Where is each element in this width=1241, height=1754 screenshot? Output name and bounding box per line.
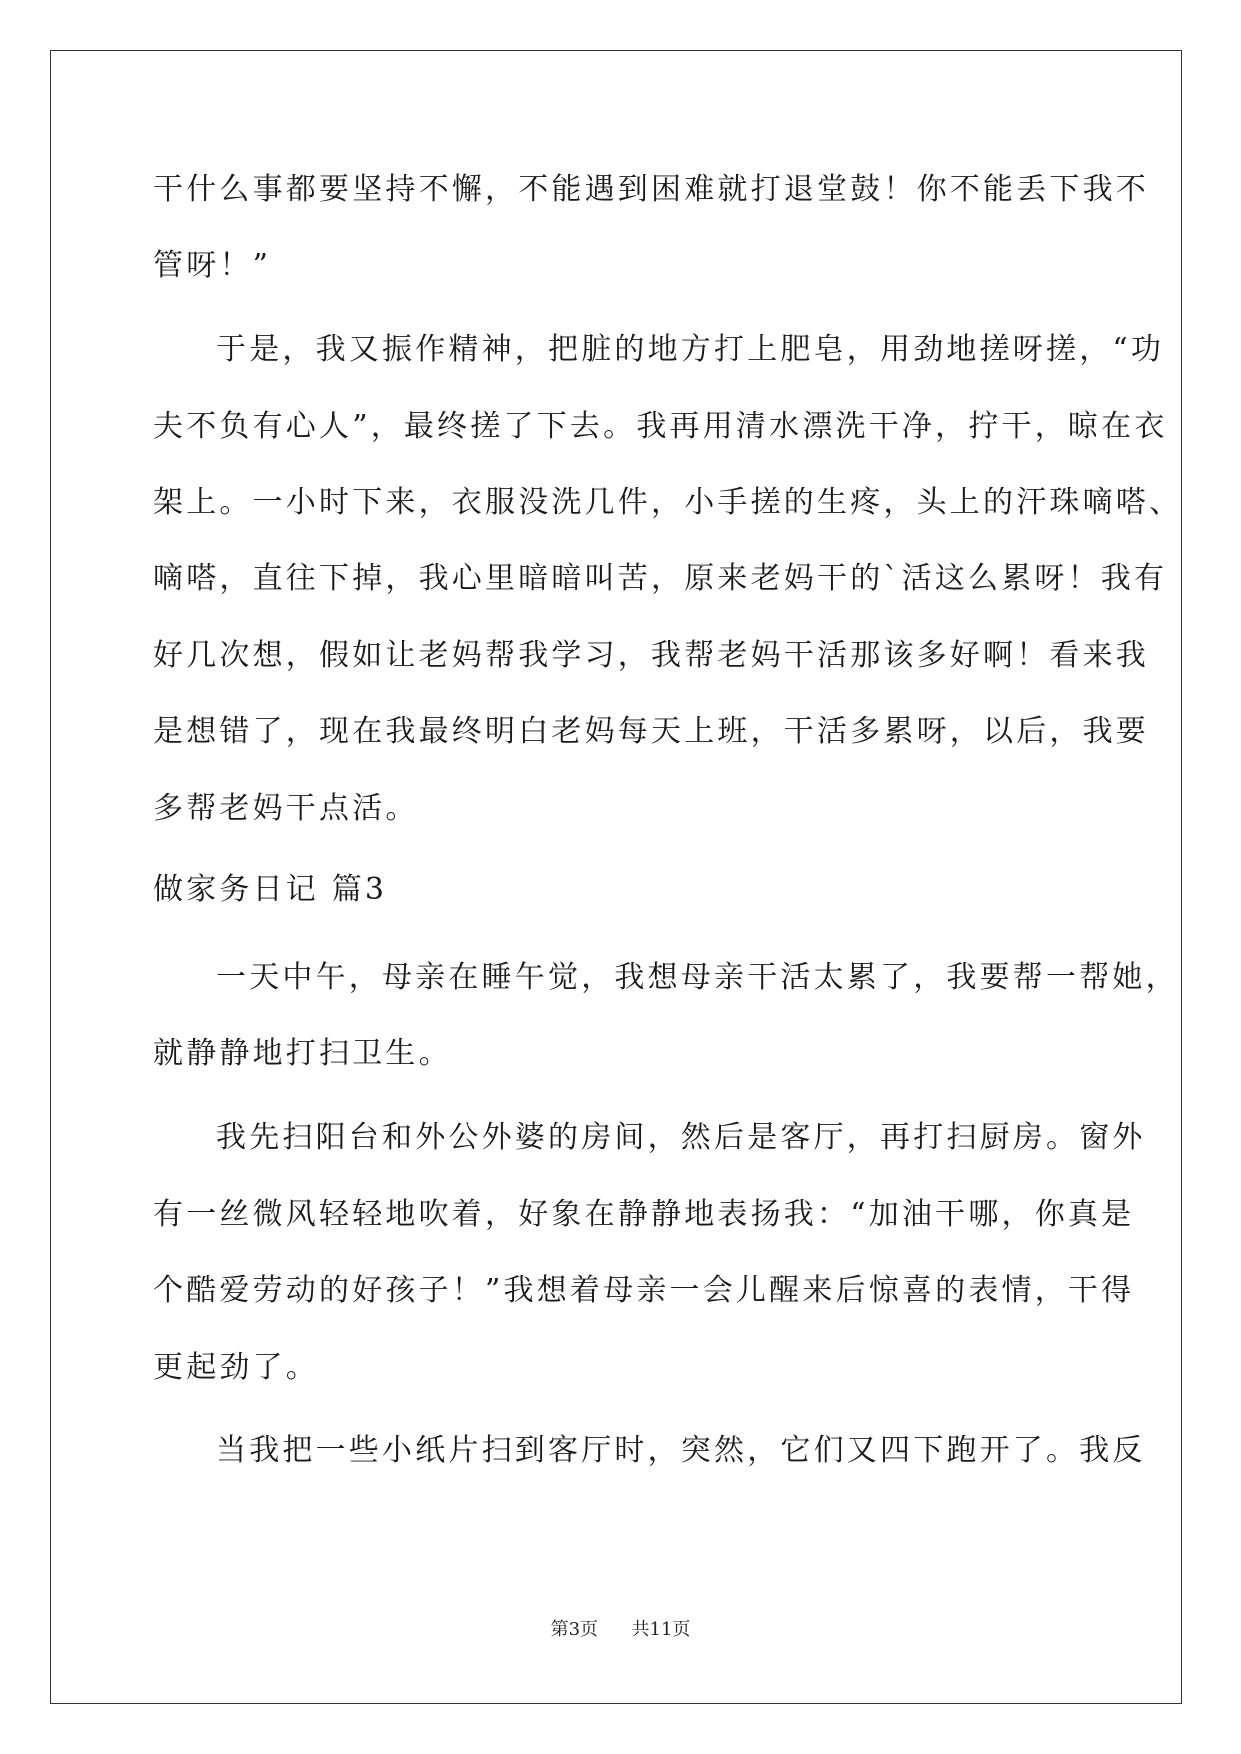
text-line: 夫不负有心人”，最终搓了下去。我再用清水漂洗干净，拧干，晾在衣 bbox=[153, 409, 1168, 444]
text-line: 架上。一小时下来，衣服没洗几件，小手搓的生疼，头上的汗珠嘀嗒、 bbox=[153, 485, 1183, 520]
page-total: 共11页 bbox=[631, 1619, 691, 1640]
text-line: 嘀嗒，直往下掉，我心里暗暗叫苦，原来老妈干的`活这么累呀！我有 bbox=[153, 561, 1168, 596]
paragraph-first-line: 于是，我又振作精神，把脏的地方打上肥皂，用劲地搓呀搓，“功 bbox=[216, 332, 1165, 367]
text-line: 是想错了，现在我最终明白老妈每天上班，干活多累呀，以后，我要 bbox=[153, 714, 1149, 749]
text-line: 干什么事都要坚持不懈，不能遇到困难就打退堂鼓！你不能丢下我不 bbox=[153, 172, 1149, 207]
text-line: 多帮老妈干点活。 bbox=[153, 791, 419, 826]
text-line: 就静静地打扫卫生。 bbox=[153, 1036, 452, 1071]
text-line: 管呀！” bbox=[153, 248, 272, 283]
text-line: 更起劲了。 bbox=[153, 1350, 319, 1385]
paragraph-first-line: 一天中午，母亲在睡午觉，我想母亲干活太累了，我要帮一帮她， bbox=[216, 960, 1179, 995]
paragraph-first-line: 当我把一些小纸片扫到客厅时，突然，它们又四下跑开了。我反 bbox=[216, 1433, 1146, 1468]
page-number: 第3页 bbox=[550, 1619, 599, 1640]
text-line: 个酷爱劳动的好孩子！”我想着母亲一会儿醒来后惊喜的表情，干得 bbox=[153, 1273, 1135, 1308]
text-line: 好几次想，假如让老妈帮我学习，我帮老妈干活那该多好啊！看来我 bbox=[153, 638, 1149, 673]
text-line: 有一丝微风轻轻地吹着，好象在静静地表扬我：“加油干哪，你真是 bbox=[153, 1197, 1135, 1232]
page-footer bbox=[0, 1618, 1241, 1642]
section-heading: 做家务日记 篇3 bbox=[153, 872, 388, 907]
paragraph-first-line: 我先扫阳台和外公外婆的房间，然后是客厅，再打扫厨房。窗外 bbox=[216, 1120, 1146, 1155]
